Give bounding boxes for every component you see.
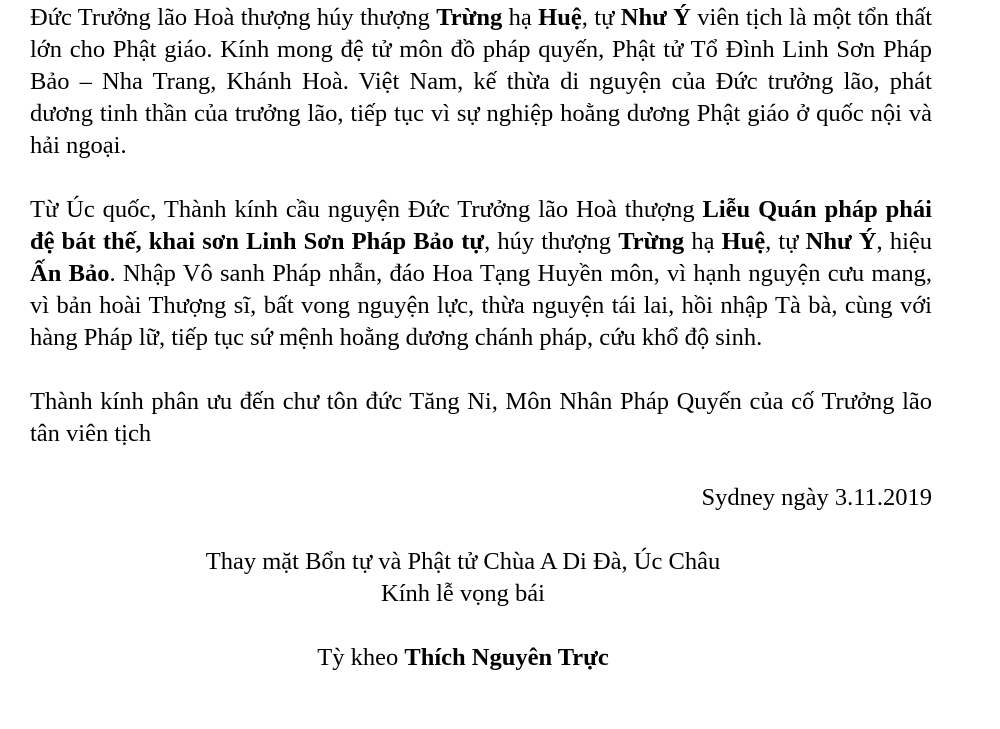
bold-text-run: Huệ [721,228,766,255]
text-run: , tự [581,4,621,31]
text-run: viên tịch là một tổn thất lớn cho Phật giáo. Kính mong đệ tử môn đồ pháp quyến, Phật tử Tổ Đình Linh Sơn Pháp Bảo – Nha Trang, Khánh Hoà. Việt Nam, kế thừa di nguyện của Đức trưởng lão, phát dương tinh thần của trưởng lão, tiếp tục vì sự nghiệp hoằng dương Phật giáo ở quốc nội và hải ngoại. [30,4,933,159]
paragraph-gap [30,354,932,386]
paragraph-gap [30,514,932,546]
bold-text-run: Như Ý [805,228,877,255]
document-page [30,2,932,674]
bold-text-run: Huệ [538,4,582,31]
paragraph-gap [30,450,932,482]
bold-text-run: Như Ý [620,4,691,31]
date-line: Sydney ngày 3.11.2019 [701,484,932,511]
text-run: , tự [765,228,806,255]
text-run: Thành kính phân ưu đến chư tôn đức Tăng Ni, Môn Nhân Pháp Quyến của cố Trưởng lão tân viên tịch [30,388,932,447]
text-run: , hiệu [876,228,933,255]
signature-line [30,642,932,674]
paragraph-2 [30,194,932,354]
closing-line-1: Thay mặt Bổn tự và Phật tử Chùa A Di Đà, Úc Châu [205,548,721,575]
bold-text-run: Trừng [618,228,685,255]
signature-name: Thích Nguyên Trực [404,644,609,671]
text-run: , húy thượng [484,228,619,255]
paragraph-1 [30,2,932,162]
text-run: Đức Trưởng lão Hoà thượng húy thượng [30,4,437,31]
text-run: . Nhập Vô sanh Pháp nhẫn, đáo Hoa Tạng Huyền môn, vì hạnh nguyện cưu mang, vì bản hoài Thượng sĩ, bất vong nguyện lực, thừa nguyện tái lai, hồi nhập Tà bà, cùng với hàng Pháp lữ, tiếp tục sứ mệnh hoằng dương chánh pháp, cứu khổ độ sinh. [30,260,932,351]
closing-line-2: Kính lễ vọng bái [381,580,545,607]
bold-text-run: Liễu Quán pháp phái đệ bát thế, khai sơn Linh Sơn Pháp Bảo tự [30,196,932,255]
bold-text-run: Ấn Bảo [30,260,110,287]
paragraph-3 [30,386,932,450]
text-run: Từ Úc quốc, Thành kính cầu nguyện Đức Trưởng lão Hoà thượng [30,196,703,223]
signature-prefix: Tỳ kheo [317,644,405,671]
text-run: hạ [684,228,722,255]
bold-text-run: Trừng [436,4,503,31]
text-run: hạ [502,4,539,31]
paragraph-gap [30,162,932,194]
paragraph-gap [30,610,932,642]
